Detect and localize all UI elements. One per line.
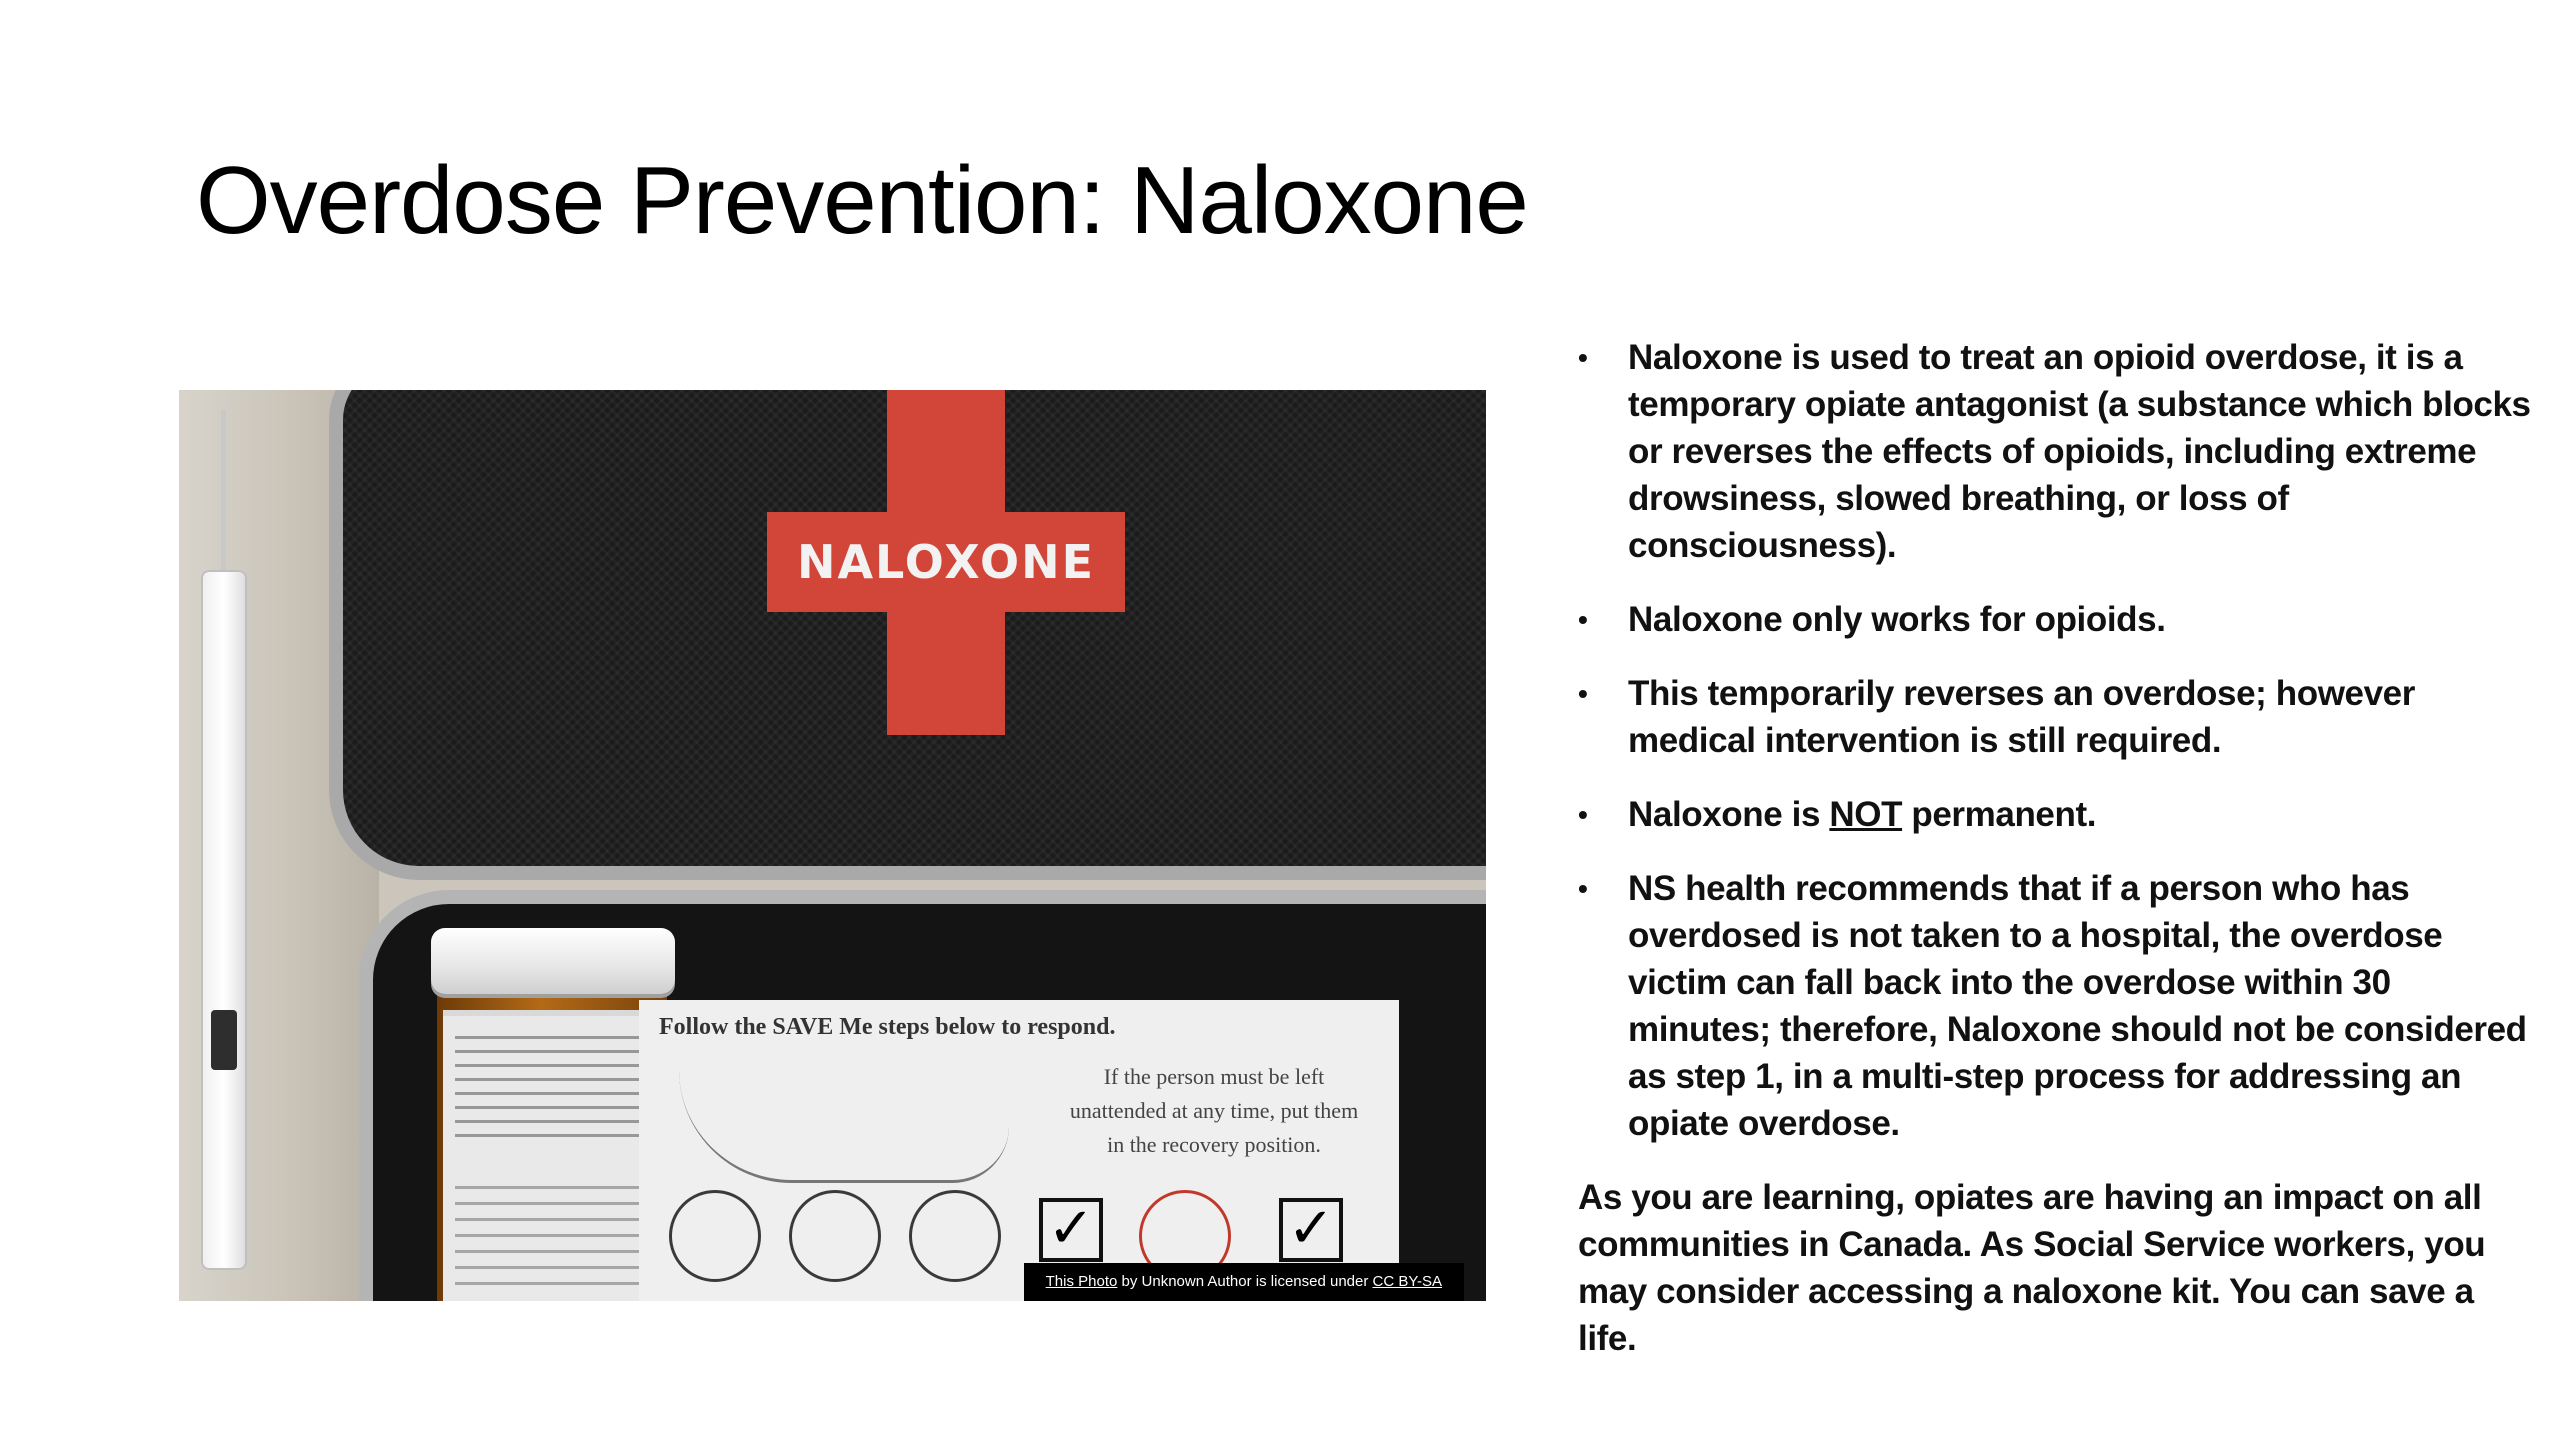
checkbox-icon: ✓ xyxy=(1279,1198,1343,1262)
license-link[interactable]: CC BY-SA xyxy=(1372,1273,1442,1290)
bullet-item xyxy=(1578,670,2538,764)
bullet-icon: • xyxy=(1578,873,1588,904)
closing-paragraph: As you are learning, opiates are having an impact on all communities in Canada. As Social Service workers, you may consider accessing a naloxone kit. You can save a life. xyxy=(1578,1178,2486,1358)
photo-credit-text: by Unknown Author is licensed under xyxy=(1117,1273,1373,1290)
emphasis-not: NOT xyxy=(1829,795,1903,834)
bullet-item xyxy=(1578,865,2538,1147)
bullet-icon: • xyxy=(1578,799,1588,830)
instruction-card xyxy=(639,1000,1399,1301)
bullet-icon: • xyxy=(1578,604,1588,635)
bottle-cap xyxy=(431,928,675,994)
bullet-item xyxy=(1578,334,2538,569)
card-heading: Follow the SAVE Me steps below to respond. xyxy=(659,1014,1116,1040)
bullet-text: Naloxone only works for opioids. xyxy=(1628,600,2166,639)
bullet-icon: • xyxy=(1578,678,1588,709)
cross-label: NALOXONE xyxy=(796,535,1096,589)
bullet-text xyxy=(1628,795,2096,834)
bullet-text-after: permanent. xyxy=(1902,795,2097,834)
naloxone-kit-photo xyxy=(179,390,1486,1301)
stimulate-step-icon xyxy=(669,1190,761,1282)
bottle-label xyxy=(443,1010,661,1301)
photo-credit-link[interactable]: This Photo xyxy=(1045,1273,1118,1290)
bullet-text: NS health recommends that if a person who has overdosed is not taken to a hospital, the overdose victim can fall back into the overdose within 30 minutes; therefore, Naloxone should not be considered as step 1, in a multi-step process for addressing an opiate overdose. xyxy=(1628,869,2527,1143)
syringe-image xyxy=(201,570,247,1270)
bullet-item xyxy=(1578,791,2538,838)
airway-step-icon xyxy=(789,1190,881,1282)
checkbox-icon: ✓ xyxy=(1039,1198,1103,1262)
bullet-list xyxy=(1578,334,2538,1147)
slide-body xyxy=(1578,334,2538,1362)
ventilate-step-icon xyxy=(909,1190,1001,1282)
slide-title: Overdose Prevention: Naloxone xyxy=(196,147,1528,254)
card-steps: If the person must be left unattended at any time, put them in the recovery position. xyxy=(1069,1064,1359,1158)
bullet-text-before: Naloxone is xyxy=(1628,795,1830,834)
recovery-position-figure xyxy=(679,1070,1009,1183)
bullet-text: Naloxone is used to treat an opioid overdose, it is a temporary opiate antagonist (a substance which blocks or reverses the effects of opioids, including extreme drowsiness, slowed breathing, or loss of consciousness). xyxy=(1628,338,2531,565)
bullet-item xyxy=(1578,596,2538,643)
bullet-text: This temporarily reverses an overdose; however medical intervention is still required. xyxy=(1628,674,2415,760)
bullet-icon: • xyxy=(1578,342,1588,373)
photo-credit xyxy=(1024,1263,1464,1301)
